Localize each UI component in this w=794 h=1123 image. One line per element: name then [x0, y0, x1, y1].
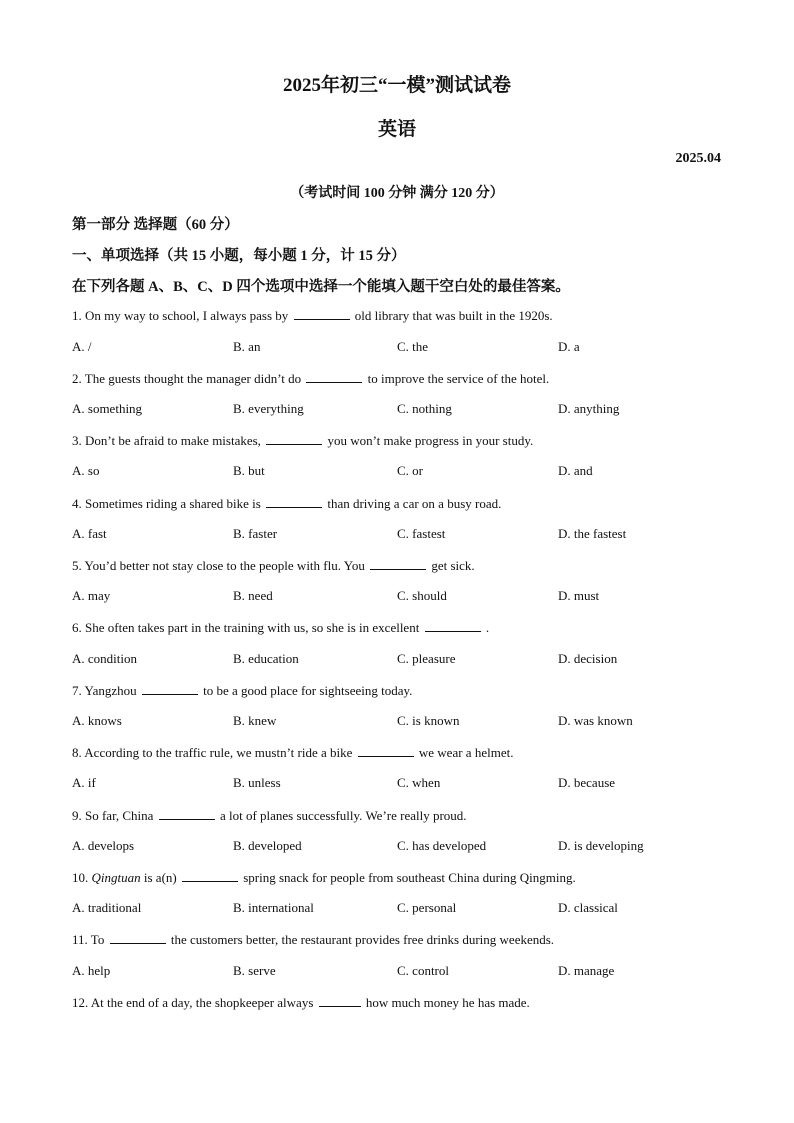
option-d: D. and — [558, 463, 593, 478]
option-c: C. control — [397, 963, 449, 978]
question-1 — [72, 307, 553, 324]
option-c: C. pleasure — [397, 651, 456, 666]
question-9 — [72, 807, 467, 824]
part-heading: 第一部分 选择题（60 分） — [72, 217, 239, 233]
question-number: 10. — [72, 870, 89, 885]
option-c: C. when — [397, 775, 441, 790]
answer-blank — [306, 370, 362, 383]
question-5 — [72, 557, 475, 574]
question-stem: 9. So far, China — [72, 808, 154, 823]
question-stem: 5. You’d better not stay close to the people with flu. You — [72, 558, 365, 573]
option-a: A. something — [72, 401, 143, 416]
question-stem-end: to improve the service of the hotel. — [367, 371, 550, 386]
option-d: D. classical — [558, 900, 618, 915]
question-stem-end: how much money he has made. — [365, 995, 530, 1010]
option-a: A. help — [72, 963, 111, 978]
question-stem: 12. At the end of a day, the shopkeeper always — [72, 995, 314, 1010]
exam-date: 2025.04 — [675, 151, 721, 166]
instruction: 在下列各题 A、B、C、D 四个选项中选择一个能填入题干空白处的最佳答案。 — [72, 279, 570, 295]
question-stem: 4. Sometimes riding a shared bike is — [72, 496, 261, 511]
exam-info: （考试时间 100 分钟 满分 120 分） — [290, 186, 504, 201]
question-stem-end: . — [485, 620, 490, 635]
option-b: B. international — [233, 900, 314, 915]
question-stem: 7. Yangzhou — [72, 683, 137, 698]
option-c: C. personal — [397, 900, 457, 915]
subject-title: 英语 — [377, 119, 416, 140]
option-a: A. may — [72, 588, 111, 603]
question-stem: 6. She often takes part in the training with us, so she is in excellent — [72, 620, 420, 635]
option-b: B. everything — [233, 401, 304, 416]
option-b: B. but — [233, 463, 265, 478]
question-7 — [72, 682, 412, 699]
question-stem-end: the customers better, the restaurant provides free drinks during weekends. — [170, 932, 555, 947]
option-d: D. anything — [558, 401, 620, 416]
option-b: B. an — [233, 339, 261, 354]
question-6 — [72, 619, 489, 636]
answer-blank — [370, 557, 426, 570]
option-b: B. unless — [233, 775, 281, 790]
option-c: C. should — [397, 588, 447, 603]
question-stem: 1. On my way to school, I always pass by — [72, 308, 289, 323]
question-stem: 11. To — [72, 932, 105, 947]
question-stem-end: spring snack for people from southeast China during Qingming. — [243, 870, 576, 885]
option-a: A. develops — [72, 838, 135, 853]
answer-blank — [425, 619, 481, 632]
option-a: A. knows — [72, 713, 122, 728]
question-stem-end: a lot of planes successfully. We’re really proud. — [219, 808, 467, 823]
section-title: 一、单项选择（共 15 小题，每小题 1 分，计 15 分） — [72, 248, 406, 264]
question-11 — [72, 931, 554, 948]
option-c: C. the — [397, 339, 429, 354]
question-2 — [72, 370, 549, 387]
question-stem-end: we wear a helmet. — [418, 745, 514, 760]
answer-blank — [266, 495, 322, 508]
option-b: B. developed — [233, 838, 302, 853]
option-c: C. is known — [397, 713, 460, 728]
option-c: C. has developed — [397, 838, 487, 853]
question-stem-end: to be a good place for sightseeing today. — [203, 683, 413, 698]
question-12 — [72, 994, 530, 1011]
option-d: D. the fastest — [558, 526, 627, 541]
question-4 — [72, 495, 501, 512]
answer-blank — [159, 807, 215, 820]
question-stem-end: old library that was built in the 1920s. — [354, 308, 553, 323]
answer-blank — [358, 744, 414, 757]
question-italic-term: Qingtuan — [91, 870, 141, 885]
option-c: C. fastest — [397, 526, 446, 541]
option-c: C. nothing — [397, 401, 452, 416]
option-a: A. / — [72, 339, 92, 354]
answer-blank — [182, 869, 238, 882]
answer-blank — [266, 432, 322, 445]
option-b: B. faster — [233, 526, 278, 541]
option-b: B. need — [233, 588, 273, 603]
option-d: D. decision — [558, 651, 618, 666]
option-d: D. is developing — [558, 838, 644, 853]
question-stem: 2. The guests thought the manager didn’t do — [72, 371, 302, 386]
option-a: A. if — [72, 775, 96, 790]
option-d: D. manage — [558, 963, 615, 978]
option-a: A. condition — [72, 651, 137, 666]
option-d: D. because — [558, 775, 616, 790]
exam-title: 2025年初三“一模”测试试卷 — [282, 75, 511, 96]
answer-blank — [294, 307, 350, 320]
question-8 — [72, 744, 513, 761]
option-a: A. fast — [72, 526, 107, 541]
answer-blank — [319, 994, 361, 1007]
answer-blank — [110, 931, 166, 944]
option-a: A. so — [72, 463, 100, 478]
option-c: C. or — [397, 463, 423, 478]
question-stem-end: you won’t make progress in your study. — [327, 433, 534, 448]
option-d: D. was known — [558, 713, 633, 728]
question-stem: 3. Don’t be afraid to make mistakes, — [72, 433, 261, 448]
answer-blank — [142, 682, 198, 695]
question-stem-end: than driving a car on a busy road. — [327, 496, 502, 511]
question-stem: 8. According to the traffic rule, we mustn’t ride a bike — [72, 745, 353, 760]
option-b: B. education — [233, 651, 299, 666]
option-b: B. knew — [233, 713, 277, 728]
question-10 — [72, 869, 576, 886]
question-stem: is a(n) — [143, 870, 177, 885]
option-b: B. serve — [233, 963, 276, 978]
option-d: D. must — [558, 588, 600, 603]
question-stem-end: get sick. — [431, 558, 475, 573]
question-3 — [72, 432, 533, 449]
option-a: A. traditional — [72, 900, 142, 915]
option-d: D. a — [558, 339, 580, 354]
